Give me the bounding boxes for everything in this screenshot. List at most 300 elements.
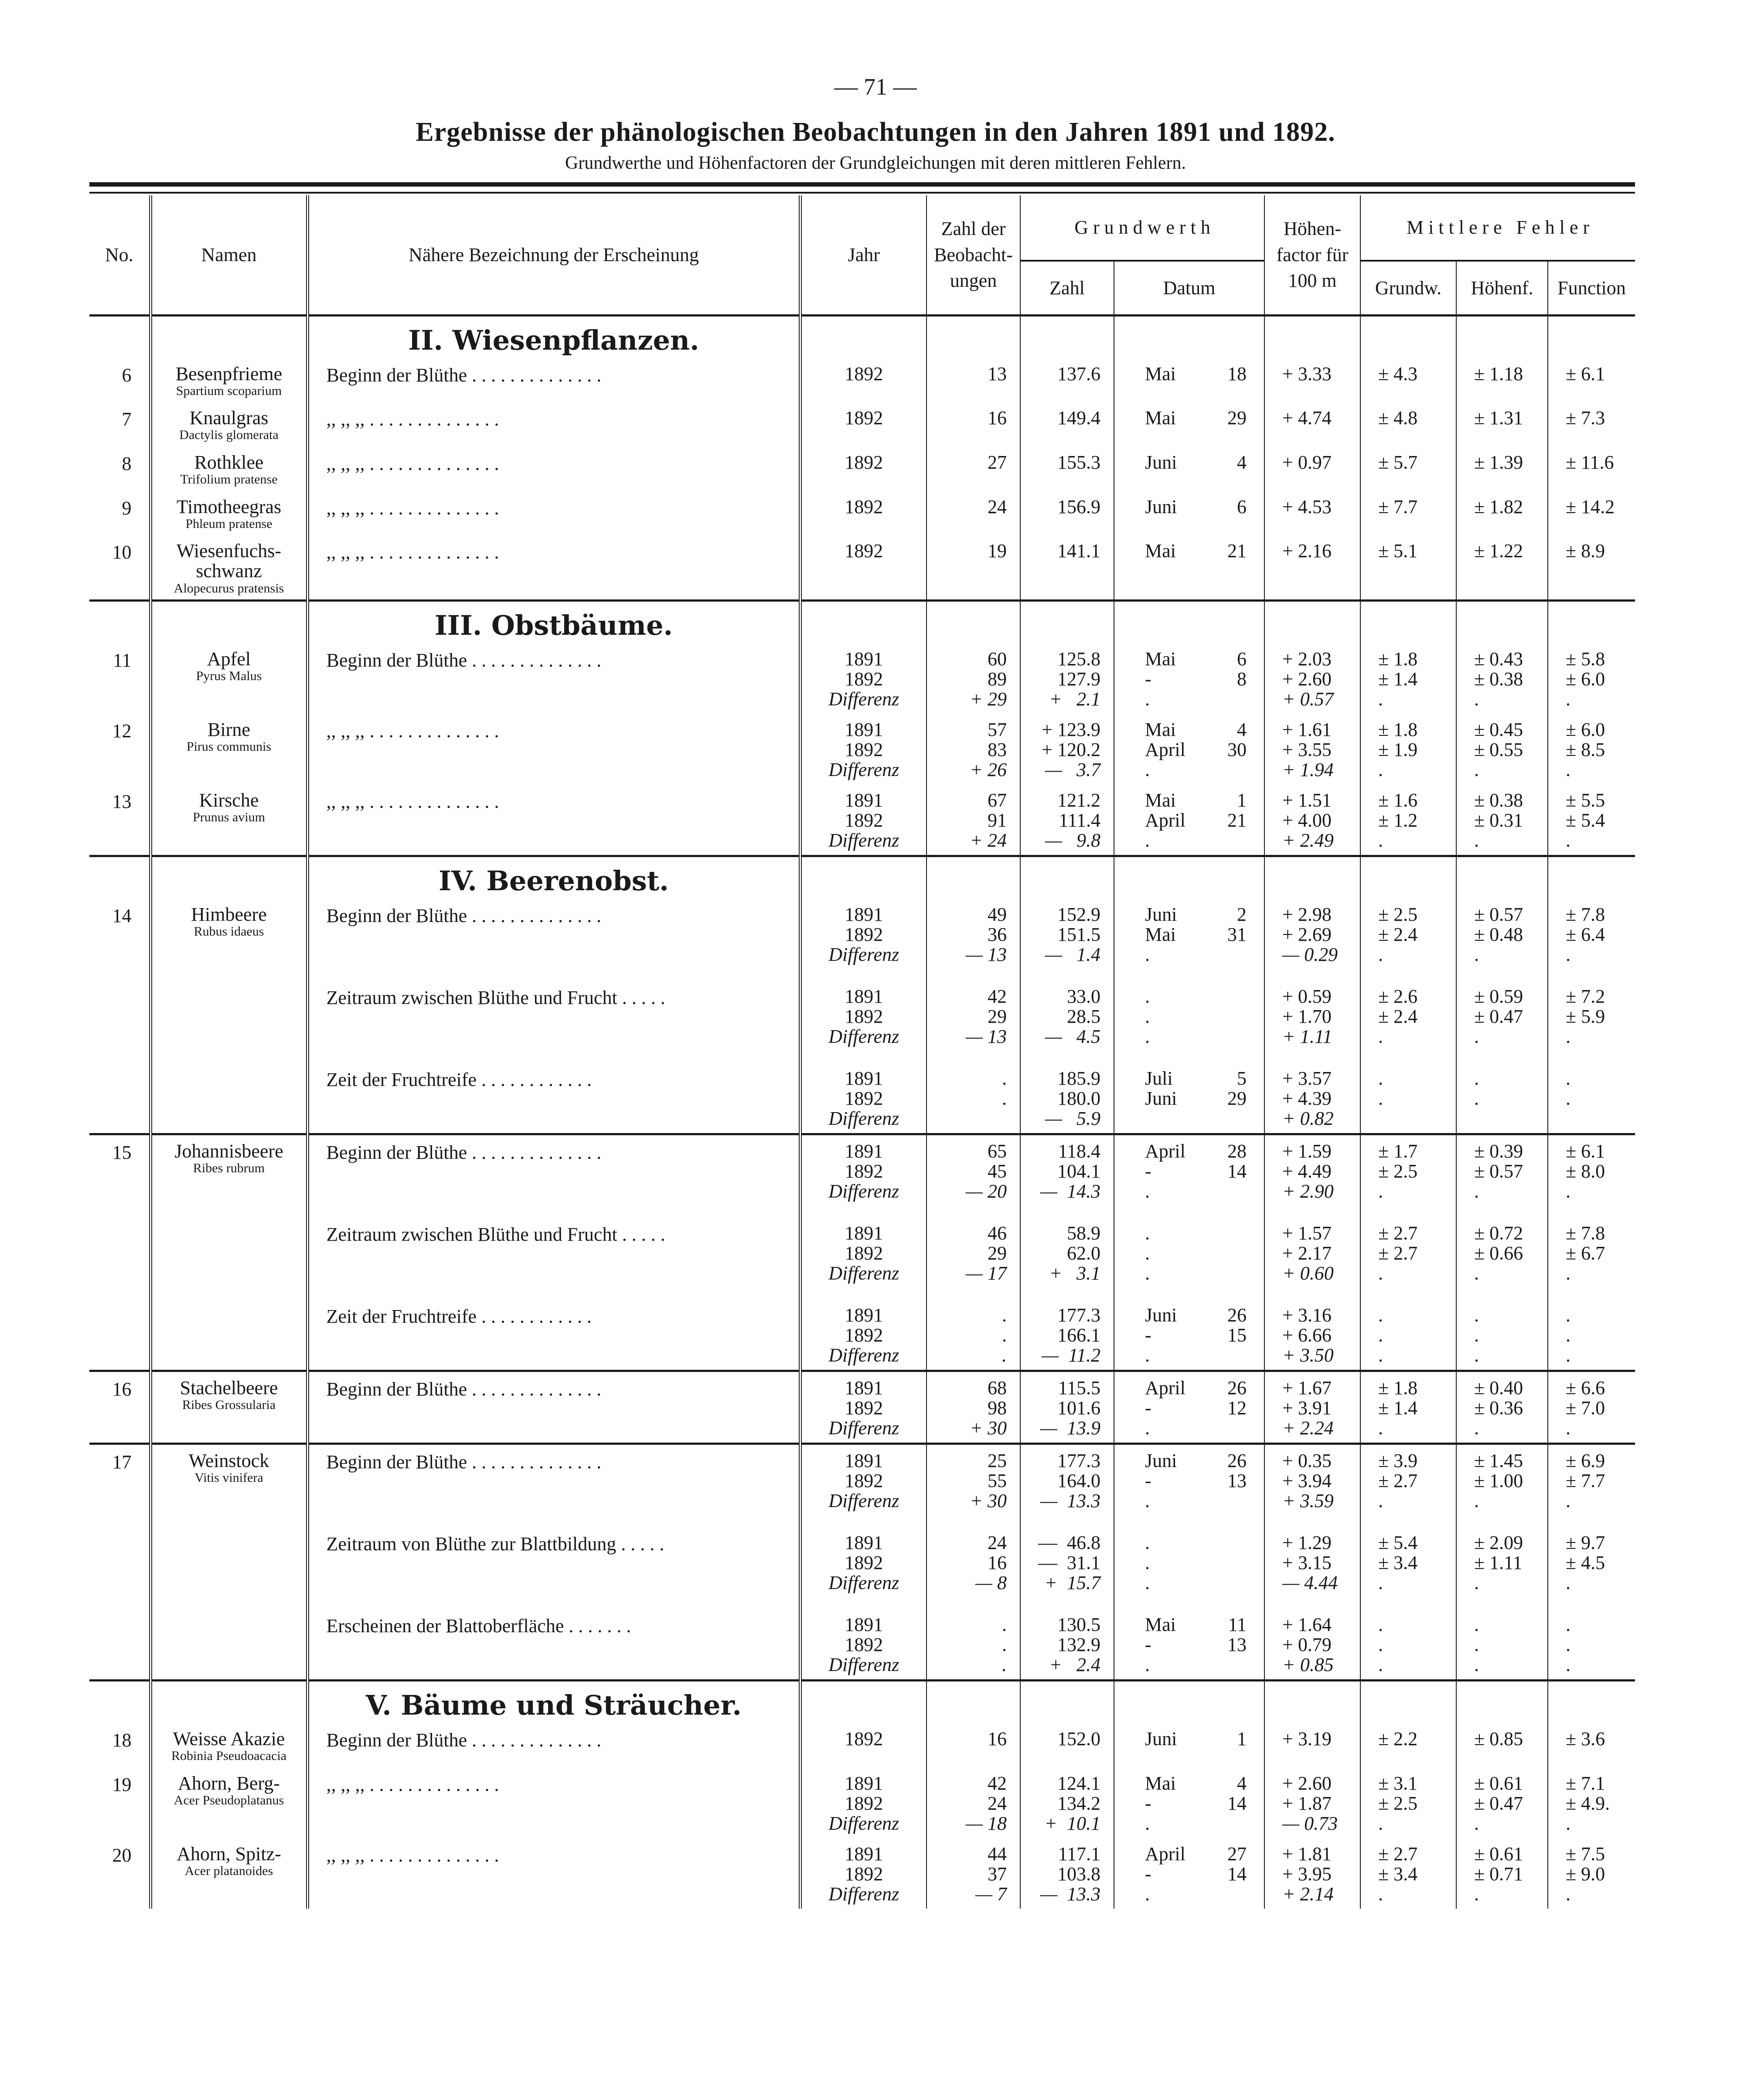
- hoehenfactor-cell: [1264, 358, 1360, 402]
- value-gw: .: [1378, 1490, 1383, 1512]
- error-hoehenfactor-cell: [1456, 535, 1548, 600]
- value-beob: 46: [988, 1222, 1007, 1244]
- error-hoehenfactor-cell: [1456, 784, 1548, 856]
- grundwerth-datum-cell: [1114, 358, 1264, 402]
- year-cell: [800, 535, 927, 600]
- observations-cell: [927, 358, 1020, 402]
- date-value: [1119, 1794, 1260, 1814]
- phenomenon-description: [307, 643, 800, 714]
- value-hf: + 2.49: [1282, 830, 1334, 851]
- value-hfe: ± 1.45: [1474, 1450, 1523, 1472]
- leader-dots: . . . . . . . . . . . . . .: [472, 1729, 602, 1751]
- value-hf: + 0.85: [1282, 1654, 1334, 1676]
- value-gw: ± 2.2: [1378, 1728, 1418, 1750]
- date-month: .: [1145, 1181, 1150, 1202]
- value-fn: ± 8.5: [1566, 739, 1605, 761]
- error-function-cell: [1548, 1597, 1635, 1681]
- value-hf: + 1.29: [1282, 1532, 1332, 1554]
- error-grundwerth-cell: [1360, 1134, 1456, 1206]
- results-table-container: [89, 195, 1635, 1909]
- date-month: April: [1145, 1843, 1186, 1865]
- value-jahr: 1891: [845, 1068, 883, 1089]
- value-hfe: ± 0.72: [1474, 1222, 1523, 1244]
- value-fn: .: [1566, 1614, 1571, 1636]
- description-text: ,, ,, ,,: [326, 408, 365, 430]
- date-day: 6: [1237, 648, 1247, 670]
- value-gw: .: [1378, 1088, 1383, 1110]
- value-fn: ± 7.8: [1566, 904, 1605, 926]
- hoehenfactor-cell: [1264, 1838, 1360, 1909]
- value-hf: + 3.50: [1282, 1344, 1334, 1366]
- value-beob: 29: [988, 1006, 1007, 1028]
- date-month: Juni: [1145, 1304, 1177, 1326]
- hoehenfactor-cell: [1264, 1515, 1360, 1597]
- grundwerth-zahl-cell: [1020, 1597, 1114, 1681]
- value-hf: + 0.97: [1282, 451, 1332, 473]
- phenomenon-description: [307, 1838, 800, 1909]
- error-hoehenfactor-cell: [1456, 491, 1548, 535]
- header-hoehenf: Höhenf.: [1456, 261, 1548, 315]
- year-cell: [800, 1597, 927, 1681]
- value-zahl: + 120.2: [1042, 739, 1100, 761]
- header-zahl-beobachtungen: Zahl der Beobacht-ungen: [927, 195, 1020, 315]
- entry-name: Ahorn, Spitz-: [177, 1843, 281, 1865]
- value-zahl: — 46.8: [1038, 1532, 1100, 1554]
- phenomenon-description: [307, 1371, 800, 1444]
- year-cell: [800, 446, 927, 491]
- grundwerth-datum-cell: [1114, 1767, 1264, 1838]
- spacer-cell: [927, 856, 1020, 899]
- date-value: [1119, 649, 1260, 669]
- header-rule-thin: [89, 192, 1635, 194]
- value-hf: + 1.11: [1282, 1026, 1332, 1048]
- error-function-cell: [1548, 784, 1635, 856]
- value-beob: 98: [988, 1397, 1007, 1419]
- error-hoehenfactor-cell: [1456, 358, 1548, 402]
- value-fn: ± 5.4: [1566, 810, 1605, 831]
- error-function-cell: [1548, 446, 1635, 491]
- description-text: ,, ,, ,,: [326, 453, 365, 474]
- value-beob: 67: [988, 790, 1007, 811]
- date-day: 2: [1237, 904, 1247, 926]
- hoehenfactor-cell: [1264, 1288, 1360, 1371]
- error-hoehenfactor-cell: [1456, 899, 1548, 969]
- value-gw: ± 1.2: [1378, 810, 1418, 831]
- header-mittlere-fehler: M i t t l e r e F e h l e r: [1360, 195, 1635, 261]
- value-hfe: ± 0.57: [1474, 1161, 1523, 1182]
- value-hf: + 0.79: [1282, 1634, 1332, 1656]
- description-text: ,, ,, ,,: [326, 720, 365, 742]
- entry-name: Knaulgras: [189, 407, 269, 429]
- date-month: .: [1145, 688, 1150, 710]
- date-value: [1119, 1491, 1260, 1511]
- table-row: [89, 358, 1635, 402]
- error-hoehenfactor-cell: [1456, 402, 1548, 446]
- value-beob: .: [1002, 1344, 1007, 1366]
- observations-cell: [927, 446, 1020, 491]
- value-hfe: ± 0.71: [1474, 1863, 1523, 1885]
- value-gw: ± 2.7: [1378, 1843, 1418, 1865]
- grundwerth-zahl-cell: [1020, 714, 1114, 784]
- value-beob: 89: [988, 668, 1007, 690]
- value-jahr: 1892: [845, 1470, 883, 1492]
- entry-number: 14: [112, 905, 132, 927]
- date-day: 28: [1227, 1140, 1247, 1162]
- spacer-cell: [1020, 601, 1114, 643]
- grundwerth-zahl-cell: [1020, 899, 1114, 969]
- value-jahr: Differenz: [828, 1654, 899, 1676]
- table-row: [89, 1597, 1635, 1681]
- value-zahl: 166.1: [1057, 1324, 1100, 1346]
- value-gw: .: [1378, 944, 1383, 966]
- value-beob: + 30: [970, 1490, 1007, 1512]
- value-zahl: 124.1: [1057, 1772, 1100, 1794]
- value-hfe: .: [1474, 1417, 1479, 1439]
- value-jahr: 1891: [845, 1843, 883, 1865]
- value-fn: ± 6.4: [1566, 924, 1605, 946]
- year-cell: [800, 402, 927, 446]
- value-jahr: Differenz: [828, 1490, 899, 1512]
- value-fn: ± 6.0: [1566, 719, 1605, 741]
- value-fn: ± 8.0: [1566, 1161, 1605, 1182]
- description-text: ,, ,, ,,: [326, 1844, 365, 1866]
- value-zahl: — 13.3: [1040, 1883, 1100, 1905]
- value-zahl: — 9.8: [1045, 830, 1100, 851]
- section-title: II. Wiesenpflanzen.: [307, 315, 800, 358]
- value-zahl: — 3.7: [1045, 759, 1100, 781]
- entry-latin-name: Pyrus Malus: [196, 669, 262, 684]
- value-hf: + 3.57: [1282, 1068, 1332, 1089]
- value-zahl: 149.4: [1057, 407, 1100, 429]
- value-jahr: 1891: [845, 1532, 883, 1554]
- spacer-cell: [1360, 1681, 1456, 1723]
- entry-name: Wiesenfuchs-schwanz: [176, 540, 282, 582]
- value-jahr: Differenz: [828, 830, 899, 851]
- value-hfe: ± 0.55: [1474, 739, 1523, 761]
- spacer-cell: [150, 1681, 307, 1723]
- value-jahr: 1892: [845, 1242, 883, 1264]
- entry-name: Timotheegras: [176, 496, 282, 517]
- value-hfe: ± 0.47: [1474, 1792, 1523, 1814]
- hoehenfactor-cell: [1264, 643, 1360, 714]
- date-value: [1119, 830, 1260, 851]
- spacer-cell: [1548, 1681, 1635, 1723]
- entry-latin-name: Pirus communis: [186, 739, 272, 754]
- value-zahl: 101.6: [1057, 1397, 1100, 1419]
- table-row: [89, 643, 1635, 714]
- value-jahr: 1892: [845, 1728, 883, 1750]
- date-value: [1119, 1345, 1260, 1365]
- value-gw: ± 5.4: [1378, 1532, 1418, 1554]
- spacer-cell: [1264, 601, 1360, 643]
- date-value: [1119, 541, 1260, 561]
- spacer-cell: [1360, 315, 1456, 358]
- table-row: [89, 1288, 1635, 1371]
- error-function-cell: [1548, 358, 1635, 402]
- year-cell: [800, 1444, 927, 1516]
- spacer-cell: [1020, 315, 1114, 358]
- grundwerth-zahl-cell: [1020, 491, 1114, 535]
- table-row: [89, 402, 1635, 446]
- grundwerth-zahl-cell: [1020, 1444, 1114, 1516]
- section-title: IV. Beerenobst.: [307, 856, 800, 899]
- grundwerth-zahl-cell: [1020, 402, 1114, 446]
- value-zahl: — 4.5: [1045, 1026, 1100, 1048]
- grundwerth-zahl-cell: [1020, 643, 1114, 714]
- description-text: Beginn der Blüthe: [326, 1378, 467, 1400]
- value-hf: — 4.44: [1282, 1572, 1338, 1594]
- value-fn: .: [1566, 1812, 1571, 1834]
- value-hf: + 3.59: [1282, 1490, 1334, 1512]
- date-day: 4: [1237, 1772, 1247, 1794]
- value-zahl: 180.0: [1057, 1088, 1100, 1110]
- date-value: [1119, 790, 1260, 810]
- entry-latin-name: Ribes rubrum: [193, 1161, 265, 1176]
- value-zahl: + 123.9: [1042, 719, 1100, 741]
- value-fn: .: [1566, 1490, 1571, 1512]
- spacer-cell: [1456, 856, 1548, 899]
- date-value: [1119, 1533, 1260, 1553]
- section-header-row: [89, 601, 1635, 643]
- value-jahr: 1891: [845, 1140, 883, 1162]
- description-text: Erscheinen der Blattoberfläche: [326, 1615, 564, 1637]
- value-hf: + 2.03: [1282, 648, 1332, 670]
- value-hf: + 1.67: [1282, 1377, 1332, 1399]
- value-zahl: 141.1: [1057, 540, 1100, 562]
- year-cell: [800, 491, 927, 535]
- error-grundwerth-cell: [1360, 1444, 1456, 1516]
- value-fn: ± 6.1: [1566, 1140, 1605, 1162]
- date-day: 29: [1227, 1088, 1247, 1110]
- value-beob: 37: [988, 1863, 1007, 1885]
- error-grundwerth-cell: [1360, 643, 1456, 714]
- date-value: [1119, 689, 1260, 709]
- value-hf: + 1.94: [1282, 759, 1334, 781]
- value-hf: + 2.16: [1282, 540, 1332, 562]
- value-zahl: 152.0: [1057, 1728, 1100, 1750]
- entry-latin-name: Ribes Grossularia: [182, 1398, 276, 1412]
- value-fn: .: [1566, 1026, 1571, 1048]
- date-value: [1119, 497, 1260, 517]
- grundwerth-zahl-cell: [1020, 1371, 1114, 1444]
- value-fn: .: [1566, 1417, 1571, 1439]
- spacer-cell: [800, 601, 927, 643]
- description-text: Zeit der Fruchtreife: [326, 1069, 477, 1091]
- entry-number: 13: [112, 791, 132, 813]
- spacer-cell: [150, 856, 307, 899]
- value-zahl: — 5.9: [1045, 1108, 1100, 1130]
- entry-name-cell: [150, 1134, 307, 1206]
- observations-cell: [927, 899, 1020, 969]
- value-hf: + 4.00: [1282, 810, 1332, 831]
- value-hf: + 1.87: [1282, 1792, 1332, 1814]
- header-namen: Namen: [150, 195, 307, 315]
- value-hfe: ± 1.18: [1474, 363, 1523, 385]
- value-beob: .: [1002, 1654, 1007, 1676]
- date-month: .: [1145, 1552, 1150, 1574]
- error-function-cell: [1548, 1371, 1635, 1444]
- spacer-cell: [1020, 856, 1114, 899]
- value-hfe: .: [1474, 1883, 1479, 1905]
- entry-name: Johannisbeere: [174, 1140, 283, 1162]
- value-jahr: 1892: [845, 407, 883, 429]
- entry-name: Ahorn, Berg-: [178, 1772, 280, 1794]
- value-beob: 16: [988, 407, 1007, 429]
- hoehenfactor-cell: [1264, 899, 1360, 969]
- value-beob: .: [1002, 1634, 1007, 1656]
- value-jahr: 1892: [845, 1792, 883, 1814]
- date-value: [1119, 1864, 1260, 1884]
- error-hoehenfactor-cell: [1456, 1444, 1548, 1516]
- date-month: April: [1145, 1140, 1186, 1162]
- section-title: V. Bäume und Sträucher.: [307, 1681, 800, 1723]
- date-day: 5: [1237, 1068, 1247, 1089]
- year-cell: [800, 1288, 927, 1371]
- date-month: -: [1145, 1634, 1151, 1656]
- value-zahl: — 11.2: [1042, 1344, 1100, 1366]
- observations-cell: [927, 643, 1020, 714]
- entry-name: Birne: [208, 719, 250, 741]
- year-cell: [800, 1206, 927, 1288]
- year-cell: [800, 1723, 927, 1767]
- error-hoehenfactor-cell: [1456, 714, 1548, 784]
- value-zahl: 132.9: [1057, 1634, 1100, 1656]
- spacer-cell: [1114, 315, 1264, 358]
- value-beob: — 18: [965, 1812, 1007, 1834]
- value-fn: ± 5.5: [1566, 790, 1605, 811]
- value-zahl: 58.9: [1067, 1222, 1100, 1244]
- value-gw: ± 3.1: [1378, 1772, 1418, 1794]
- table-row: [89, 1723, 1635, 1767]
- value-hfe: ± 0.59: [1474, 986, 1523, 1007]
- date-value: [1119, 1325, 1260, 1345]
- value-gw: .: [1378, 1614, 1383, 1636]
- value-jahr: Differenz: [828, 688, 899, 710]
- value-beob: + 29: [970, 688, 1007, 710]
- page-subtitle: Grundwerthe und Höhenfactoren der Grundgleichungen mit deren mittleren Fehlern.: [565, 153, 1186, 173]
- description-text: ,, ,, ,,: [326, 1773, 365, 1795]
- value-hfe: .: [1474, 759, 1479, 781]
- value-gw: ± 1.8: [1378, 648, 1418, 670]
- value-hf: + 1.64: [1282, 1614, 1332, 1636]
- phenomenon-description: [307, 784, 800, 856]
- year-cell: [800, 1051, 927, 1134]
- value-zahl: 104.1: [1057, 1161, 1100, 1182]
- error-grundwerth-cell: [1360, 899, 1456, 969]
- value-zahl: 130.5: [1057, 1614, 1100, 1636]
- value-beob: .: [1002, 1614, 1007, 1636]
- date-day: 6: [1237, 496, 1247, 517]
- entry-number: [89, 1597, 150, 1681]
- error-grundwerth-cell: [1360, 491, 1456, 535]
- value-jahr: 1892: [845, 1324, 883, 1346]
- hoehenfactor-cell: [1264, 1134, 1360, 1206]
- entry-latin-name: Trifolium pratense: [180, 472, 278, 487]
- value-gw: ± 2.4: [1378, 924, 1418, 946]
- spacer-cell: [927, 601, 1020, 643]
- table-row: [89, 1515, 1635, 1597]
- entry-name-cell: [150, 784, 307, 856]
- value-hfe: ± 0.36: [1474, 1397, 1523, 1419]
- value-hf: + 6.66: [1282, 1324, 1332, 1346]
- value-fn: ± 7.8: [1566, 1222, 1605, 1244]
- spacer-cell: [1264, 1681, 1360, 1723]
- value-hf: + 1.61: [1282, 719, 1332, 741]
- page-number: — 71 —: [834, 74, 917, 100]
- value-zahl: — 1.4: [1045, 944, 1100, 966]
- section-title: III. Obstbäume.: [307, 601, 800, 643]
- value-hfe: ± 0.57: [1474, 904, 1523, 926]
- date-month: -: [1145, 1397, 1151, 1419]
- value-zahl: 177.3: [1057, 1450, 1100, 1472]
- observations-cell: [927, 1444, 1020, 1516]
- date-day: 18: [1227, 363, 1247, 385]
- value-beob: 68: [988, 1377, 1007, 1399]
- value-fn: .: [1566, 1181, 1571, 1202]
- phenomenon-description: [307, 969, 800, 1051]
- value-jahr: Differenz: [828, 1181, 899, 1202]
- value-jahr: 1891: [845, 904, 883, 926]
- date-value: [1119, 453, 1260, 473]
- header-jahr: Jahr: [800, 195, 927, 315]
- spacer-cell: [1020, 1681, 1114, 1723]
- value-gw: .: [1378, 1263, 1383, 1284]
- table-row: [89, 1134, 1635, 1206]
- value-zahl: 156.9: [1057, 496, 1100, 517]
- value-gw: ± 3.9: [1378, 1450, 1418, 1472]
- entry-latin-name: Acer Pseudoplatanus: [174, 1793, 284, 1807]
- value-gw: ± 2.4: [1378, 1006, 1418, 1028]
- entry-name-cell: [150, 643, 307, 714]
- entry-name-cell: [150, 1444, 307, 1516]
- value-beob: 57: [988, 719, 1007, 741]
- year-cell: [800, 714, 927, 784]
- table-row: [89, 491, 1635, 535]
- error-grundwerth-cell: [1360, 1838, 1456, 1909]
- value-hfe: ± 0.38: [1474, 790, 1523, 811]
- error-hoehenfactor-cell: [1456, 1723, 1548, 1767]
- observations-cell: [927, 1371, 1020, 1444]
- grundwerth-datum-cell: [1114, 714, 1264, 784]
- error-grundwerth-cell: [1360, 358, 1456, 402]
- leader-dots: . . . . . . . . . . . . . .: [369, 408, 499, 430]
- error-grundwerth-cell: [1360, 446, 1456, 491]
- value-fn: .: [1566, 1324, 1571, 1346]
- grundwerth-datum-cell: [1114, 899, 1264, 969]
- value-hfe: .: [1474, 1026, 1479, 1048]
- entry-latin-name: Phleum pratense: [185, 516, 273, 531]
- value-beob: — 7: [975, 1883, 1007, 1905]
- value-zahl: 28.5: [1067, 1006, 1100, 1028]
- value-jahr: 1891: [845, 1772, 883, 1794]
- value-hfe: .: [1474, 1572, 1479, 1594]
- phenomenon-description: [307, 1206, 800, 1288]
- phenomenon-description: [307, 1723, 800, 1767]
- entry-number: 9: [122, 497, 132, 519]
- description-text: Beginn der Blüthe: [326, 364, 467, 386]
- error-grundwerth-cell: [1360, 1723, 1456, 1767]
- error-function-cell: [1548, 1838, 1635, 1909]
- value-jahr: Differenz: [828, 1572, 899, 1594]
- error-function-cell: [1548, 1767, 1635, 1838]
- value-hf: + 2.60: [1282, 668, 1332, 690]
- date-day: 13: [1227, 1634, 1247, 1656]
- phenomenon-description: [307, 446, 800, 491]
- grundwerth-zahl-cell: [1020, 1767, 1114, 1838]
- value-fn: .: [1566, 1654, 1571, 1676]
- date-month: -: [1145, 1324, 1151, 1346]
- date-month: .: [1145, 1006, 1150, 1028]
